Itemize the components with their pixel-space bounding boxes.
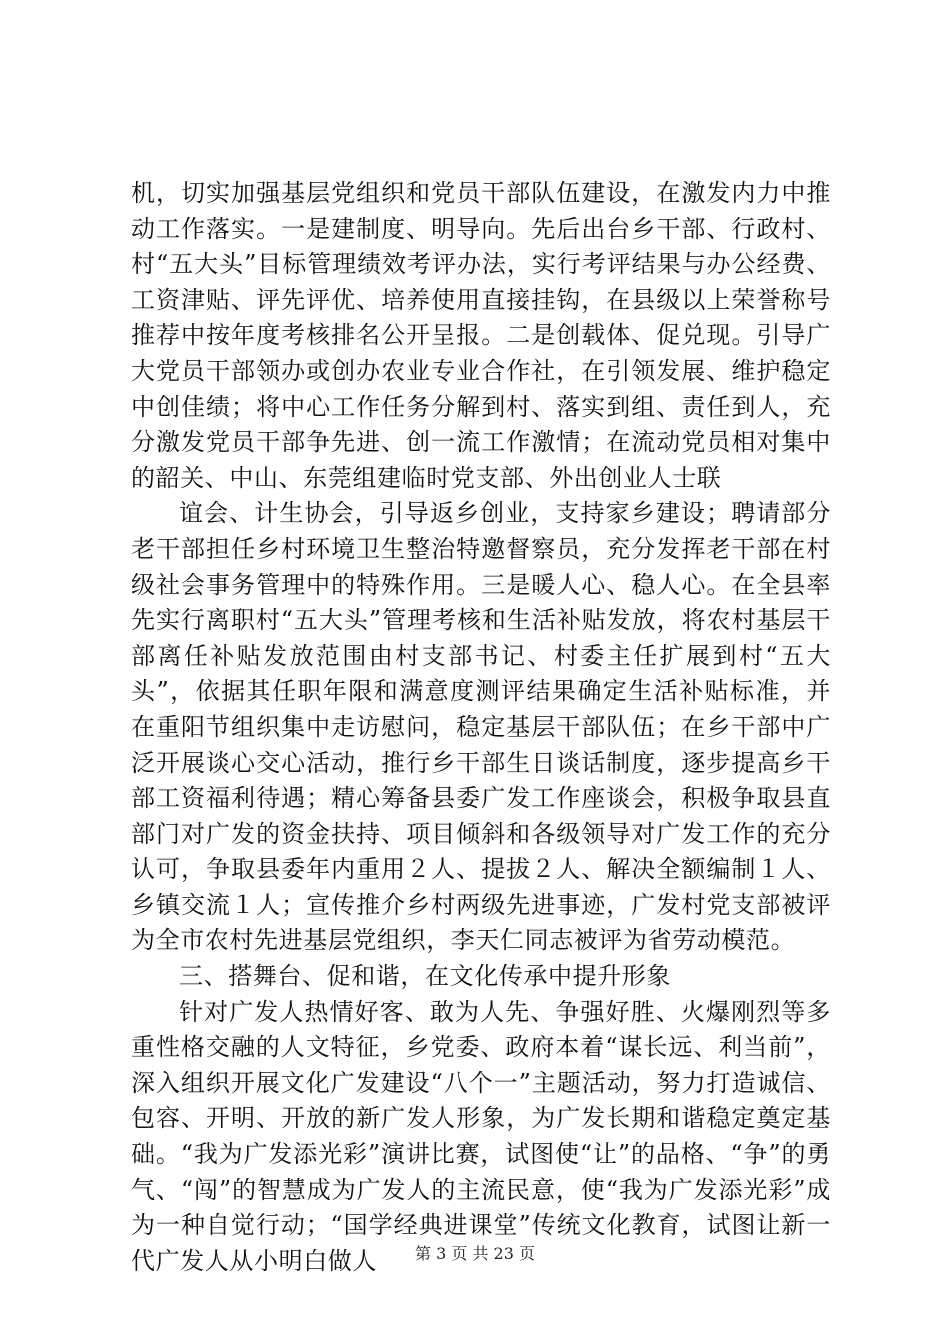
paragraph: 谊会、计生协会，引导返乡创业，支持家乡建设；聘请部分老干部担任乡村环境卫生整治特邀督察员，充分发挥老干部在村级社会事务管理中的特殊作用。三是暖人心、稳人心。在全县率先实行离职村“五大头”管理考核和生活补贴发放，将农村基层干部离任补贴发放范围由村支部书记、村委主任扩展到村“五大头”，依据其任职年限和满意度测评结果确定生活补贴标准，并在重阳节组织集中走访慰问，稳定基层干部队伍；在乡干部中广泛开展谈心交心活动，推行乡干部生日谈话制度，逐步提高乡干部工资福利待遇；精心筹备县委广发工作座谈会，积极争取县直部门对广发的资金扶持、项目倾斜和各级领导对广发工作的充分认可，争取县委年内重用２人、提拔２人、解决全额编制１人、乡镇交流１人；宣传推介乡村两级先进事迹，广发村党支部被评为全市农村先进基层党组织，李天仁同志被评为省劳动模范。 — [131, 499, 831, 955]
paragraph-continuation: 机，切实加强基层党组织和党员干部队伍建设，在激发内力中推动工作落实。一是建制度、明导向。先后出台乡干部、行政村、村“五大头”目标管理绩效考评办法，实行考评结果与办公经费、工资津贴、评先评优、培养使用直接挂钩，在县级以上荣誉称号推荐中按年度考核排名公开呈报。二是创载体、促兑现。引导广大党员干部领办或创办农业专业合作社，在引领发展、维护稳定中创佳绩；将中心工作任务分解到村、落实到组、责任到人，充分激发党员干部争先进、创一流工作激情；在流动党员相对集中的韶关、中山、东莞组建临时党支部、外出创业人士联 — [131, 179, 831, 492]
document-body — [131, 176, 831, 1279]
paragraph: 针对广发人热情好客、敢为人先、争强好胜、火爆刚烈等多重性格交融的人文特征，乡党委、政府本着“谋长远、利当前”，深入组织开展文化广发建设“八个一”主题活动，努力打造诚信、包容、开明、开放的新广发人形象，为广发长期和谐稳定奠定基础。“我为广发添光彩”演讲比赛，试图使“让”的品格、“争”的勇气、“闯”的智慧成为广发人的主流民意，使“我为广发添光彩”成为一种自觉行动；“国学经典进课堂”传统文化教育，试图让新一代广发人从小明白做人 — [131, 997, 831, 1275]
page-footer: 第 3 页 共 23 页 — [415, 1244, 535, 1263]
section-heading: 三、搭舞台、促和谐，在文化传承中提升形象 — [179, 962, 671, 991]
